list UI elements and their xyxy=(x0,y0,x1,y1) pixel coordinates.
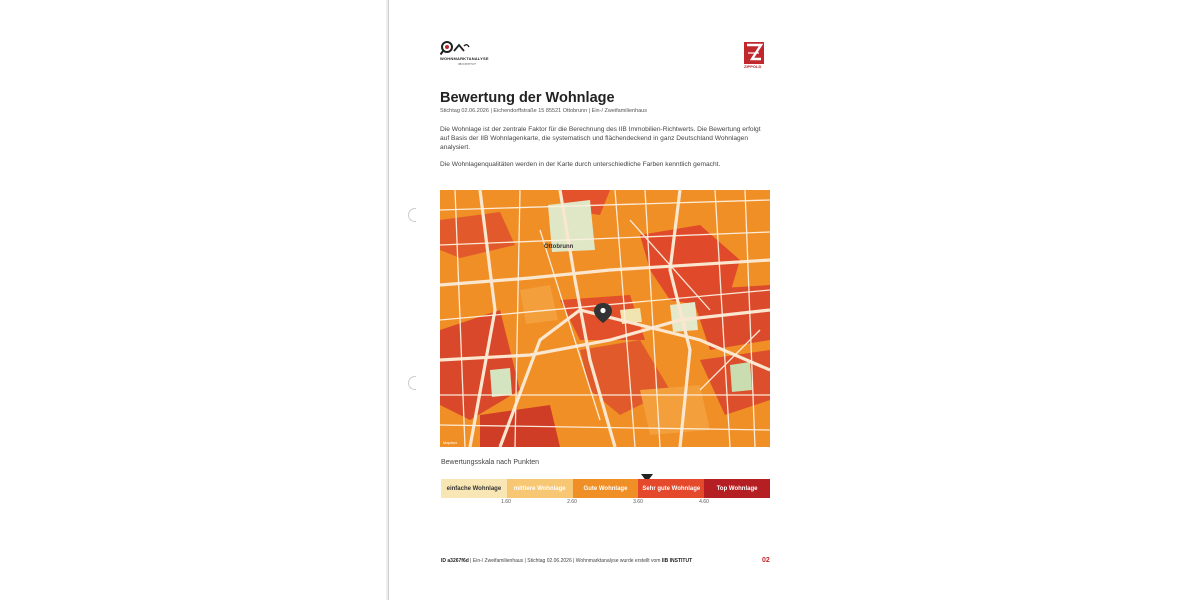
wohnmarktanalyse-logo xyxy=(440,40,500,68)
logo-right-text: ZIPPOLD xyxy=(744,64,762,69)
zippold-z-icon xyxy=(744,42,764,64)
footer-text: | Ein-/ Zweifamilienhaus | Stichtag 02.06.2026 | Wohnmarktanalyse wurde erstellt vom xyxy=(468,558,662,564)
scale-segment-mittlere: mittlere Wohnlage xyxy=(507,479,573,498)
scale-segment-top: Top Wohnlage xyxy=(704,479,770,498)
map-credit: Mapbox xyxy=(443,440,458,445)
page-fold-line xyxy=(388,0,389,600)
logo-left-subtext: IIB INSTITUT xyxy=(458,62,476,66)
scale-segment-sehr-gute: Sehr gute Wohnlage xyxy=(638,479,704,498)
map-graphic xyxy=(440,190,770,447)
page-title: Bewertung der Wohnlage xyxy=(440,90,615,106)
page-number: 02 xyxy=(762,557,770,564)
zippold-logo xyxy=(744,42,768,70)
scale-tick: 3.60 xyxy=(633,499,643,505)
intro-paragraph: Die Wohnlage ist der zentrale Faktor für die Berechnung des IIB Immobilien-Richtwerts. Die Bewertung erfolgt auf Basis der IIB Wohnlagenkarte, die systematisch und flächendeckend in ganz Deutschland Wohnlagen analysiert. xyxy=(440,126,761,151)
legend-paragraph: Die Wohnlagenqualitäten werden in der Karte durch unterschiedliche Farben kenntlich gemacht. xyxy=(440,161,721,168)
page-subtitle: Stichtag 02.06.2026 | Eichendorffstraße 15 85521 Ottobrunn | Ein-/ Zweifamilienhaus xyxy=(440,108,647,114)
scale-tick: 4.60 xyxy=(699,499,709,505)
scale-tick: 2.60 xyxy=(567,499,577,505)
scale-segment-einfache: einfache Wohnlage xyxy=(441,479,507,498)
footer-institute: IIB INSTITUT xyxy=(661,558,693,564)
scale-tick: 1.60 xyxy=(501,499,511,505)
document-page xyxy=(390,0,1200,600)
page-footer xyxy=(441,558,692,564)
logo-left-text: WOHNMARKTANALYSE xyxy=(440,56,489,61)
wohnlage-map xyxy=(440,190,770,447)
magnifier-house-icon xyxy=(440,40,470,56)
rating-scale xyxy=(441,479,770,498)
scale-segment-gute: Gute Wohnlage xyxy=(573,479,639,498)
scale-label: Bewertungsskala nach Punkten xyxy=(441,459,540,466)
map-place-label: Ottobrunn xyxy=(544,244,574,250)
footer-id: ID a3267f6d xyxy=(441,558,469,564)
